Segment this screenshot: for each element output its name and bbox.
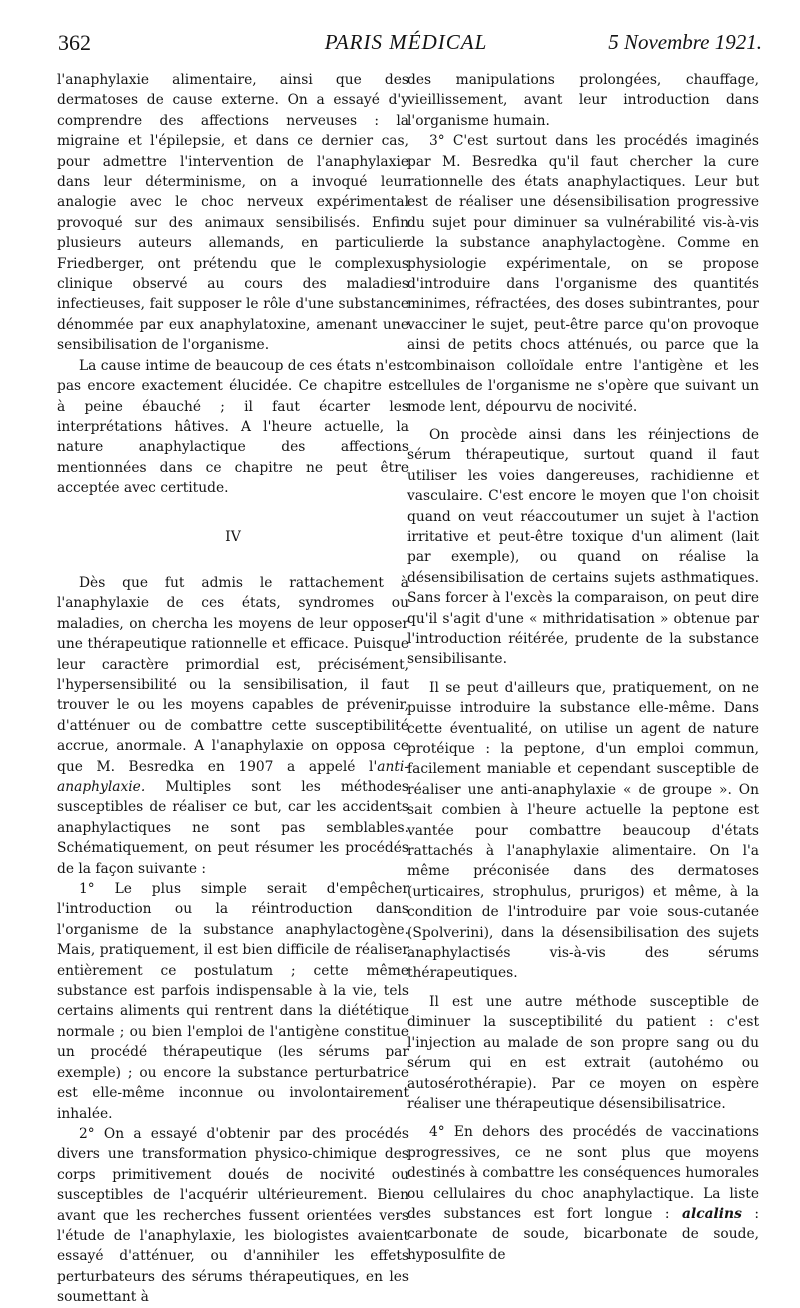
paragraph-left-3 <box>57 573 409 879</box>
page-number: 362 <box>58 30 91 55</box>
left-column <box>57 70 409 1308</box>
issue-date: 5 Novembre 1921. <box>608 30 762 54</box>
page-header <box>50 18 762 58</box>
paragraph-left-3-text: Dès que fut admis le rattachement à l'anaphylaxie de ces états, syndromes ou maladies, on chercha les moyens de leur opposer une thérapeutique rationnelle et efficace. Puisque leur caractère primordial est, précisément, l'hypersensibilité ou la sensibilisation, il faut trouver le ou les moyens capables de prévenir, d'atténuer ou de combattre cette susceptibilité accrue, anormale. A l'anaphylaxie on opposa ce que M. Besredka en 1907 a appelé l' <box>57 574 409 775</box>
paragraph-left-1: l'anaphylaxie alimentaire, ainsi que des dermatoses de cause externe. On a essayé d'y comprendre des affections nerveuses : la migraine et l'épilepsie, et dans ce dernier cas, pour admettre l'intervention de l'anaphylaxie dans leur déterminisme, on a invoqué leur analogie avec le choc nerveux expérimental provoqué sur des animaux sensibilisés. Enfin plusieurs auteurs allemands, en particulier Friedberger, ont prétendu que le complexus clinique observé au cours des maladies infectieuses, fait supposer le rôle d'une substance dénommée par eux anaphylatoxine, amenant une sensibilisation de l'organisme. <box>57 72 409 354</box>
anti-anaphylaxie-term: anti-anaphylaxie. <box>57 758 409 795</box>
paragraph-right-6-text-end: : carbonate de soude, bicarbonate de soude, hyposulfite de <box>407 1205 759 1263</box>
paragraph-right-2: 3° C'est surtout dans les procédés imaginés par M. Besredka qu'il faut chercher la cure rationnelle des états anaphylactiques. Leur but est de réaliser une désensibilisation progressive du sujet pour diminuer sa vulnérabilité vis-à-vis de la substance anaphylactogène. Comme en physiologie expérimentale, on se propose d'introduire dans l'organisme des quantités minimes, réfractées, des doses subintrantes, pour vacciner le sujet, peut-être parce qu'on provoque ainsi de petits chocs atténués, ou parce que la combinaison colloïdale entre l'antigène et les cellules de l'organisme ne s'opère que suivant un mode lent, dépourvu de nocivité. <box>407 133 759 415</box>
alcalins-term: alcalins <box>682 1205 742 1222</box>
paragraph-right-6 <box>407 1122 759 1265</box>
section-heading: IV <box>225 528 241 545</box>
right-column <box>407 70 759 1265</box>
journal-title: PARIS MÉDICAL <box>324 30 488 54</box>
paragraph-left-2: La cause intime de beaucoup de ces états n'est pas encore exactement élucidée. Ce chapitre est à peine ébauché ; il faut écarter les interprétations hâtives. A l'heure actuelle, la nature anaphylactique des affections mentionnées dans ce chapitre ne peut être acceptée avec certitude. <box>57 357 409 497</box>
paragraph-left-5: 2° On a essayé d'obtenir par des procédés divers une transformation physico-chimique des corps primitivement doués de nocivité ou susceptibles de l'acquérir ultérieurement. Bien avant que les recherches fussent orientées vers l'étude de l'anaphylaxie, les biologistes avaient essayé d'atténuer, ou d'annihiler les effets perturbateurs des sérums thérapeutiques, en les soumettant à <box>57 1125 409 1306</box>
paragraph-right-4: Il se peut d'ailleurs que, pratiquement, on ne puisse introduire la substance elle-même. Dans cette éventualité, on utilise un agent de nature protéique : la peptone, d'un emploi commun, facilement maniable et cependant susceptible de réaliser une anti-anaphylaxie « de groupe ». On sait combien à l'heure actuelle la peptone est vantée pour combattre beaucoup d'états rattachés à l'anaphylaxie alimentaire. On l'a même préconisée dans des dermatoses (urticaires, strophulus, prurigos) et même, à la condition de l'introduire par voie sous-cutanée (Spolverini), dans la désensibilisation des sujets anaphylactisés vis-à-vis des sérums thérapeutiques. <box>407 679 759 982</box>
paragraph-right-5: Il est une autre méthode susceptible de diminuer la susceptibilité du patient : c'est l'injection au malade de son propre sang ou du sérum qui en est extrait (autohémo ou autosérothérapie). Par ce moyen on espère réaliser une thérapeutique désensibilisatrice. <box>407 993 759 1112</box>
paragraph-left-4: 1° Le plus simple serait d'empêcher l'introduction ou la réintroduction dans l'organisme de la substance anaphylactogène. Mais, pratiquement, il est bien difficile de réaliser entièrement ce postulatum ; cette même substance est parfois indispensable à la vie, tels certains aliments qui rentrent dans la diététique normale ; ou bien l'emploi de l'antigène constitue un procédé thérapeutique (les sérums par exemple) ; ou encore la substance perturbatrice est elle-même inconnue ou involontairement inhalée. <box>57 881 409 1122</box>
paragraph-right-3: On procède ainsi dans les réinjections de sérum thérapeutique, surtout quand il faut utiliser les voies dangereuses, rachidienne et vasculaire. C'est encore le moyen que l'on choisit quand on veut réaccoutumer un sujet à l'action irritative et peut-être toxique d'un aliment (lait par exemple), ou quand on réalise la désensibilisation de certains sujets asthmatiques. Sans forcer à l'excès la comparaison, on peut dire qu'il s'agit d'une « mithridatisation » obtenue par l'introduction réitérée, prudente de la substance sensibilisante. <box>407 426 759 668</box>
paragraph-left-3-text-end: Multiples sont les méthodes susceptibles de réaliser ce but, car les accidents anaphylactiques ne sont pas semblables. Schématiquement, on peut résumer les procédés de la façon suivante : <box>57 779 409 877</box>
paragraph-right-6-text: 4° En dehors des procédés de vaccinations progressives, ce ne sont plus que moyens destinés à combattre les conséquences humorales ou cellulaires du choc anaphylactique. La liste des substances est fort longue : <box>407 1124 759 1222</box>
paragraph-right-1: des manipulations prolongées, chauffage, vieillissement, avant leur introduction dans l'organisme humain. <box>407 72 759 129</box>
